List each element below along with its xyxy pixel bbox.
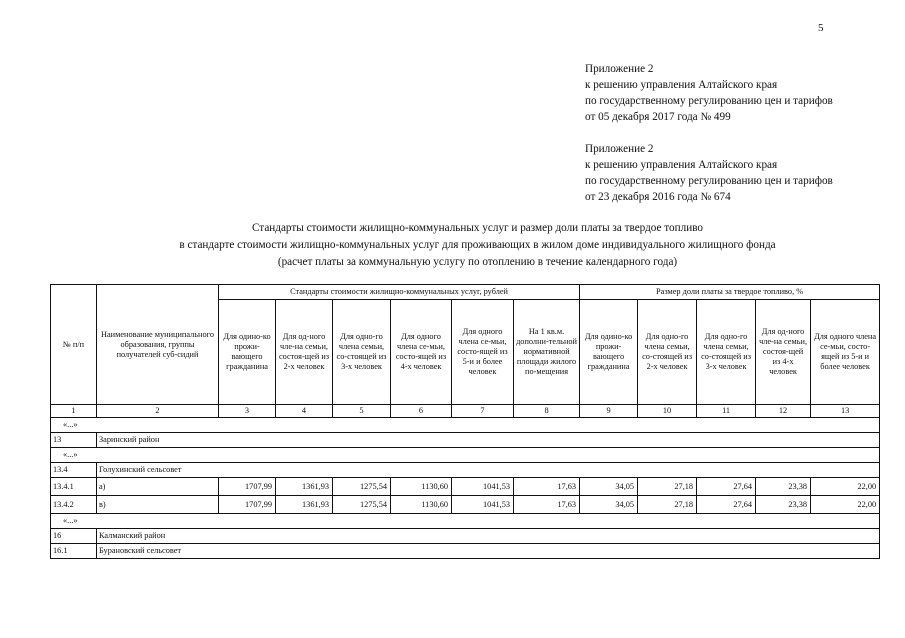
appendix-line: Приложение 2	[585, 63, 654, 75]
appendix-line: по государственному регулированию цен и тарифов	[585, 175, 833, 187]
header-cell: Для одино-ко прожи-вающего гражданина	[580, 300, 638, 405]
value-cell: 1707,99	[219, 496, 276, 514]
column-number: 1	[51, 405, 97, 418]
ellipsis-cell: «...»	[51, 448, 880, 463]
value-cell: 1041,53	[452, 496, 514, 514]
value-cell: 1130,60	[391, 496, 452, 514]
column-number: 3	[219, 405, 276, 418]
column-number: 7	[452, 405, 514, 418]
value-cell: 27,64	[697, 478, 756, 496]
header-cell: Для од-ного чле-на семьи, состоя-щей из 2-х человек	[276, 300, 333, 405]
value-cell: 1361,93	[276, 496, 333, 514]
value-cell: 34,05	[580, 478, 638, 496]
value-cell: 34,05	[580, 496, 638, 514]
table-body	[51, 418, 880, 559]
row-name-cell: а)	[97, 478, 219, 496]
appendix-block-current	[585, 61, 833, 125]
table-row	[51, 478, 880, 496]
value-cell: 1361,93	[276, 478, 333, 496]
value-cell: 1041,53	[452, 478, 514, 496]
ellipsis-cell: «...»	[51, 418, 880, 433]
column-number: 13	[811, 405, 880, 418]
table-row	[51, 514, 880, 529]
value-cell: 1707,99	[219, 478, 276, 496]
appendix-line: Приложение 2	[585, 143, 654, 155]
table-row	[51, 418, 880, 433]
table-row	[51, 448, 880, 463]
row-number-cell: 13.4.1	[51, 478, 97, 496]
header-cell: Для од-ного чле-на семьи, состоя-щей из 4-х человек	[756, 300, 811, 405]
value-cell: 23,38	[756, 496, 811, 514]
value-cell: 27,18	[638, 478, 697, 496]
header-cell: Для одино-ко прожи-вающего гражданина	[219, 300, 276, 405]
column-number: 5	[333, 405, 391, 418]
value-cell: 1130,60	[391, 478, 452, 496]
value-cell: 1275,54	[333, 496, 391, 514]
appendix-line: от 05 декабря 2017 года № 499	[585, 111, 731, 123]
table-row	[51, 544, 880, 559]
table-row	[51, 463, 880, 478]
column-number: 4	[276, 405, 333, 418]
header-cell: Для одно-го члена семьи, со-стоящей из 2-х человек	[638, 300, 697, 405]
column-number: 6	[391, 405, 452, 418]
value-cell: 22,00	[811, 496, 880, 514]
row-number-cell: 16.1	[51, 544, 97, 559]
column-number: 9	[580, 405, 638, 418]
value-cell: 27,18	[638, 496, 697, 514]
row-name-cell: Бурановский сельсовет	[97, 544, 880, 559]
header-cell: Для одного члена се-мьи, состо-ящей из 4-х человек	[391, 300, 452, 405]
appendix-line: по государственному регулированию цен и тарифов	[585, 95, 833, 107]
column-number: 10	[638, 405, 697, 418]
header-col-name: Наименование муниципального образования, группы получателей суб-сидий	[97, 285, 219, 405]
header-cell: Для одно-го члена семьи, со-стоящей из 3-х человек	[333, 300, 391, 405]
column-number: 12	[756, 405, 811, 418]
title-line: в стандарте стоимости жилищно-коммунальных услуг для проживающих в жилом доме индивидуального жилищного фонда	[179, 239, 776, 251]
header-cell: Для одного члена се-мьи, состо-ящей из 5-и и более человек	[452, 300, 514, 405]
table-header	[51, 285, 880, 418]
row-name-cell: Калманский район	[97, 529, 880, 544]
value-cell: 1275,54	[333, 478, 391, 496]
table-row	[51, 496, 880, 514]
appendix-line: от 23 декабря 2016 года № 674	[585, 191, 731, 203]
row-name-cell: Заринский район	[97, 433, 880, 448]
header-group-standards: Стандарты стоимости жилищно-коммунальных услуг, рублей	[219, 285, 580, 300]
tariff-table	[50, 284, 880, 559]
value-cell: 22,00	[811, 478, 880, 496]
appendix-line: к решению управления Алтайского края	[585, 79, 778, 91]
document-title	[50, 220, 905, 271]
row-name-cell: в)	[97, 496, 219, 514]
column-number: 8	[514, 405, 580, 418]
column-number: 11	[697, 405, 756, 418]
header-group-fuel-share: Размер доли платы за твердое топливо, %	[580, 285, 880, 300]
ellipsis-cell: «...»	[51, 514, 880, 529]
table-row	[51, 529, 880, 544]
value-cell: 27,64	[697, 496, 756, 514]
row-name-cell: Голухинский сельсовет	[97, 463, 880, 478]
page-number: 5	[818, 22, 824, 34]
header-cell: Для одного члена се-мьи, состо-ящей из 5-и и более человек	[811, 300, 880, 405]
row-number-cell: 13.4	[51, 463, 97, 478]
header-col-no: № п/п	[51, 285, 97, 405]
row-number-cell: 16	[51, 529, 97, 544]
row-number-cell: 13.4.2	[51, 496, 97, 514]
title-line: Стандарты стоимости жилищно-коммунальных услуг и размер доли платы за твердое топливо	[251, 222, 703, 234]
appendix-line: к решению управления Алтайского края	[585, 159, 778, 171]
column-number: 2	[97, 405, 219, 418]
title-line: (расчет платы за коммунальную услугу по отоплению в течение календарного года)	[277, 256, 678, 268]
appendix-block-previous	[585, 141, 833, 205]
value-cell: 23,38	[756, 478, 811, 496]
header-cell: Для одно-го члена семьи, со-стоящей из 3-х человек	[697, 300, 756, 405]
value-cell: 17,63	[514, 496, 580, 514]
value-cell: 17,63	[514, 478, 580, 496]
table-row	[51, 433, 880, 448]
header-cell: На 1 кв.м. дополни-тельной нормативной площади жилого по-мещения	[514, 300, 580, 405]
row-number-cell: 13	[51, 433, 97, 448]
